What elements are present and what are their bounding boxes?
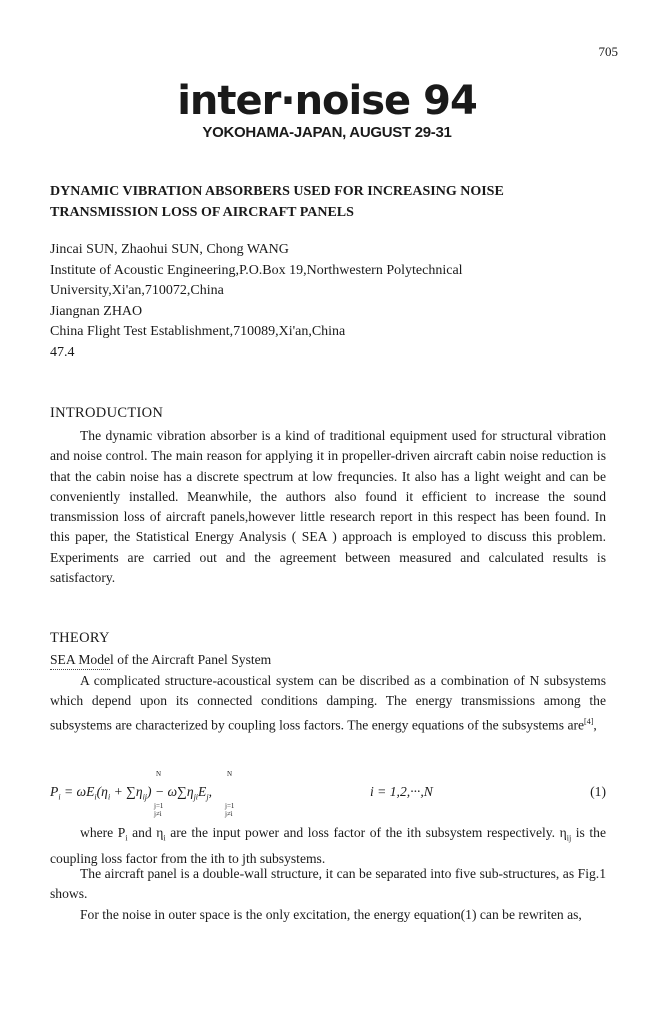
eq-body4-sub: ji: [193, 792, 199, 802]
affiliation-line-1b: University,Xi'an,710072,China: [50, 283, 224, 299]
eq-body3: + ∑η: [110, 784, 143, 799]
conference-subtitle: YOKOHAMA-JAPAN, AUGUST 29-31: [202, 124, 452, 141]
p2-b-sub: i: [163, 833, 166, 843]
eq-body4: ) − ω∑η: [147, 784, 194, 799]
conference-logo: inter·noise 94: [177, 78, 477, 124]
eq-lhs: P: [50, 784, 59, 799]
p2-a: where P: [80, 825, 126, 840]
paper-code: 47.4: [50, 344, 75, 360]
affiliation-line-1: Institute of Acoustic Engineering,P.O.Box 19,Northwestern Polytechnical: [50, 262, 463, 278]
theory-paragraph-3: The aircraft panel is a double-wall structure, it can be separated into five sub-structures, as Fig.1 shows.: [50, 866, 606, 902]
theory-paragraph-1-text: A complicated structure-acoustical system can be discribed as a combination of N subsystems which depend upon its connected conditions damping. The energy transmissions among the subsystems are characterized by coupling loss factors. The energy equations of the subsystems are: [50, 673, 606, 733]
subheading-dotted-rule: [50, 669, 110, 670]
theory-paragraph-1-end: ,: [593, 717, 597, 733]
eq-body3-sub: ij: [142, 792, 148, 802]
equation-expression: [50, 784, 212, 802]
eq-body5: E: [198, 784, 207, 799]
theory-paragraph-1: [50, 671, 606, 735]
p2-c: are the input power and loss factor of the ith subsystem respectively. η: [165, 825, 567, 840]
paper-title: DYNAMIC VIBRATION ABSORBERS USED FOR INCREASING NOISE TRANSMISSION LOSS OF AIRCRAFT PANELS: [50, 184, 504, 220]
theory-subheading: SEA Model of the Aircraft Panel System: [50, 652, 272, 667]
authors-line-2: Jiangnan ZHAO: [50, 303, 143, 319]
sum-condition-1: j≠i: [154, 810, 162, 818]
affiliation-line-2: China Flight Test Establishment,710089,Xi'an,China: [50, 324, 346, 340]
citation-ref: [4]: [584, 716, 594, 726]
introduction-paragraph: The dynamic vibration absorber is a kind of traditional equipment used for structural vibration and noise control. The main reason for applying it in propeller-driven aircraft cabin noise reduction is that the cabin noise has a discrete spectrum at low frequncies. It also has a light weight and can be conveniently installed. Meanwhile, the authors also found it efficient to increase the sound transmission loss of aircraft panels,however little research report in this respect has been found. In this paper, the Statistical Energy Analysis ( SEA ) approach is employed to discuss this problem. Experiments are carried out and the agreement between measured and calculated results is satisfactory.: [50, 428, 606, 586]
eq-body: = ωE: [60, 784, 95, 799]
p2-a-sub: i: [125, 833, 128, 843]
equation-index-range: i = 1,2,···,N: [370, 784, 433, 799]
sum-upper-limit-1: N: [156, 770, 162, 778]
page-number: 705: [598, 44, 618, 59]
eq-body-sub: i: [94, 792, 97, 802]
sum-upper-limit-2: N: [227, 770, 233, 778]
sum-lower-limit-2: j=1: [225, 802, 235, 810]
authors-line-1: Jincai SUN, Zhaohui SUN, Chong WANG: [50, 242, 289, 257]
theory-paragraph-2: [50, 823, 606, 869]
p2-d: is the coupling loss factor from the ith to jth subsystems.: [50, 825, 606, 867]
p2-c-sub: ij: [566, 833, 572, 843]
sum-lower-limit-1: j=1: [154, 802, 164, 810]
sum-condition-2: j≠i: [225, 810, 233, 818]
eq-body5-sub: j: [206, 792, 209, 802]
p2-b: and η: [127, 825, 164, 840]
theory-heading: THEORY: [50, 630, 110, 646]
eq-body2-sub: i: [107, 792, 111, 802]
theory-paragraph-4: For the noise in outer space is the only excitation, the energy equation(1) can be rewriten as,: [80, 907, 582, 922]
eq-lhs-sub: i: [58, 792, 61, 802]
equation-number: (1): [590, 784, 606, 799]
eq-body2: (η: [96, 784, 108, 799]
equation-1: [50, 770, 606, 820]
eq-body6: ,: [208, 784, 212, 799]
introduction-heading: INTRODUCTION: [50, 405, 164, 421]
author-block: [50, 240, 610, 364]
